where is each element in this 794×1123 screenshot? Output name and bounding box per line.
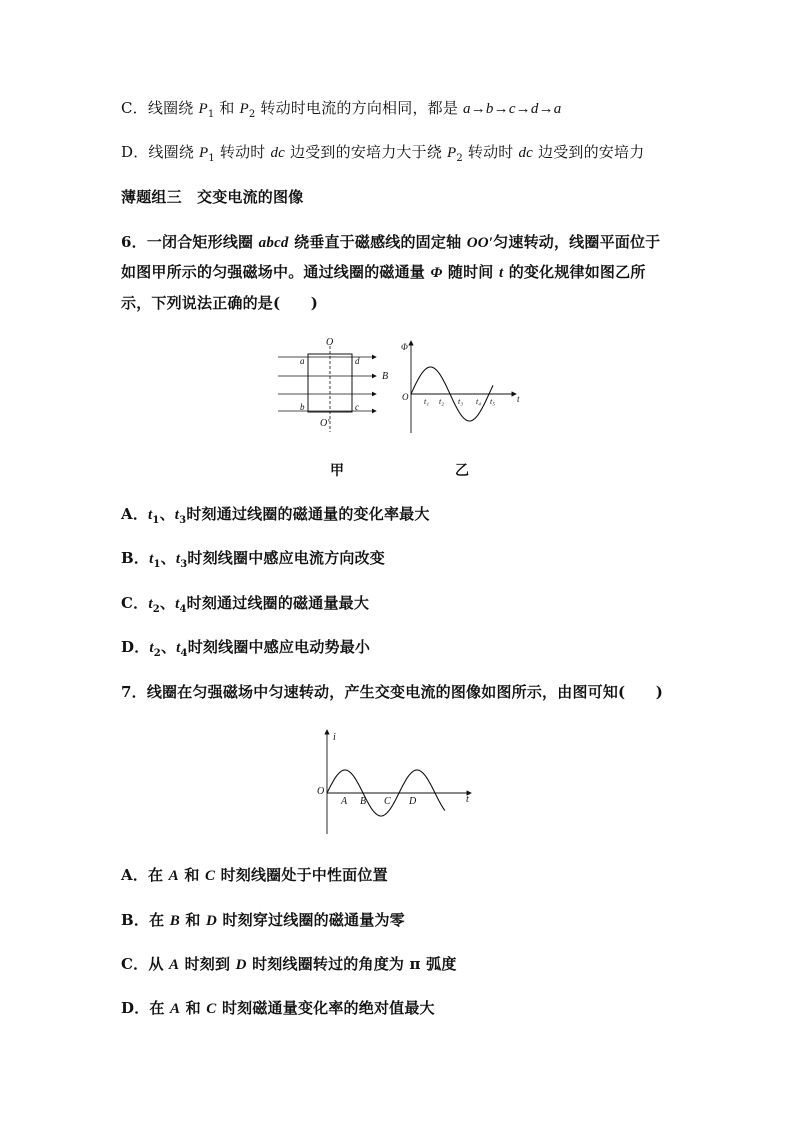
- question-6-line-2: 如图甲所示的匀强磁场中。通过线圈的磁通量 Φ 随时间 t 的变化规律如图乙所: [121, 263, 646, 281]
- figure-jia: [276, 336, 396, 436]
- label-t: t: [517, 394, 520, 404]
- option-6c: C．$t_2$、$t_4$时刻通过线圈的磁通量最大: [121, 594, 370, 615]
- label-a: a: [300, 356, 305, 366]
- label-t5: t₅: [490, 397, 496, 406]
- label-b: B: [360, 796, 367, 807]
- question-7: 7．线圈在匀强磁场中匀速转动，产生交变电流的图像如图所示，由图可知( ): [121, 683, 664, 701]
- option-5d: D．线圈绕 $P_1$ 转动时 dc 边受到的安培力大于绕 $P_2$ 转动时 dc 边受到的安培力: [121, 143, 645, 164]
- question-6-line-1: 6．一闭合矩形线圈 abcd 绕垂直于磁感线的固定轴 OO′匀速转动，线圈平面位于: [121, 233, 661, 251]
- label-t3: t₃: [458, 397, 464, 406]
- label-o-bottom: O′: [320, 418, 330, 429]
- figure-yi: [398, 338, 524, 436]
- caption-yi: 乙: [455, 463, 469, 479]
- label-c: c: [355, 402, 359, 412]
- option-6d: D．$t_2$、$t_4$时刻线圈中感应电动势最小: [121, 638, 371, 659]
- label-origin: O: [317, 786, 325, 797]
- option-6a: A．$t_1$、$t_3$时刻通过线圈的磁通量的变化率最大: [121, 505, 430, 526]
- figure-q7: [315, 728, 477, 836]
- option-6b: B．$t_1$、$t_3$时刻线圈中感应电流方向改变: [121, 549, 385, 570]
- section-heading: 薄题组三 交变电流的图像: [121, 188, 304, 206]
- question-6-line-3: 示，下列说法正确的是( ): [121, 294, 318, 312]
- label-origin: O: [402, 392, 409, 402]
- label-t4: t₄: [476, 397, 482, 406]
- label-t2: t₂: [439, 397, 445, 406]
- label-a: A: [341, 796, 348, 807]
- option-7c: C．从 A 时刻到 D 时刻线圈转过的角度为 π 弧度: [121, 955, 457, 973]
- label-t: t: [466, 794, 469, 805]
- label-b: b: [300, 402, 305, 412]
- label-phi: Φ: [401, 342, 408, 352]
- option-7d: D．在 A 和 C 时刻磁通量变化率的绝对值最大: [121, 999, 435, 1017]
- label-d: D: [409, 796, 417, 807]
- option-7b: B．在 B 和 D 时刻穿过线圈的磁通量为零: [121, 911, 405, 929]
- label-t1: t₁: [424, 397, 430, 406]
- option-5c: C．线圈绕 $P_1$ 和 $P_2$ 转动时电流的方向相同，都是 a→b→c→d→a: [121, 99, 562, 120]
- label-i: i: [333, 732, 336, 743]
- label-b-field: B: [382, 371, 389, 382]
- option-7a: A．在 A 和 C 时刻线圈处于中性面位置: [121, 866, 388, 884]
- label-d: d: [355, 356, 360, 366]
- label-c: C: [384, 796, 391, 807]
- caption-jia: 甲: [330, 463, 344, 479]
- label-o-top: O: [326, 337, 334, 348]
